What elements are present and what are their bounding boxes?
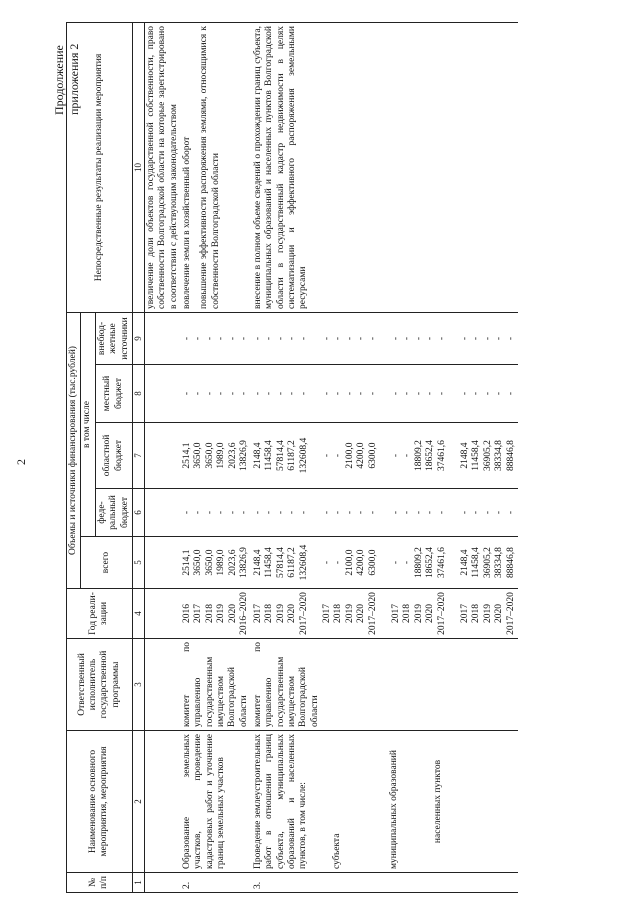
col-number: 9 [132,313,144,365]
column-numbers-row [132,23,144,893]
activity-name: Образование земельных участков, проведение кадастровых работ и уточнение границ земельных участков [181,731,252,873]
col-number: 2 [132,731,144,873]
header-including: в том числе [81,313,95,537]
sub-activity-settlements: населенных пунктов [432,759,443,844]
row-number: 3. [252,873,519,893]
extrabudget-values: - - - - - - [181,313,252,365]
col-number: 10 [132,23,144,313]
federal-values: - - - - - - - - - - - - - - - - - - - - [252,489,519,537]
responsible-executor: комитет по управлению государственным имуществом Волгоградской области [252,639,519,731]
extrabudget-values: - - - - - - - - - - - - - - - - - - - - [252,313,519,365]
regional-values: 2514,1 3650,0 3650,0 1989,0 2023,6 13826,9 [181,423,252,489]
table-row [144,23,181,893]
sub-activity-municipal: муниципальных образований [389,750,400,869]
col-number: 5 [132,537,144,589]
col-number: 7 [132,423,144,489]
header-federal: феде- ральный бюджет [95,489,132,537]
table-row [181,23,252,893]
appendix-label: Продолжение приложения 2 [52,43,81,115]
header-funding: Объемы и источники финансирования (тыс.рублей) [67,313,81,589]
header-local: местный бюджет [95,365,132,423]
funding-table [66,22,518,893]
federal-values: - - - - - - [181,489,252,537]
col-number: 3 [132,639,144,731]
sub-activity-subjects: субъекта [331,833,342,869]
regional-values: 2148,4 11458,4 57814,4 61187,2 132608,4 - - 2100,0 4200,0 6300,0 - - 18809,2 18652,4 37461,6 2148,4 11458,4 36905,2 38334,8 88846,8 [252,423,519,489]
row-number: 2. [181,873,252,893]
header-extrabudget: внебюд- жетные источники [95,313,132,365]
total-values: 2514,1 3650,0 3650,0 1989,0 2023,6 13826,9 [181,537,252,589]
header-regional: областной бюджет [95,423,132,489]
activity-name: Проведение землеустроительных работ в отношении границ субъекта, муниципальных образований и населенных пунктов, в том числе: субъекта муниципальных образований населенных пунктов [252,731,519,873]
col-number: 6 [132,489,144,537]
header-total: всего [81,537,133,589]
page-number: 2 [14,459,28,465]
result-text: увеличение доли объектов государственной собственности, право собственности Волгоградской области на которые зарегистрировано в соответствии с действующим законодательством [144,23,181,313]
years-list: 2017 2018 2019 2020 2017–2020 2017 2018 2019 2020 2017–2020 2017 2018 2019 2020 2017–2020 2017 2018 2019 2020 2017–2020 [252,589,519,639]
col-number: 8 [132,365,144,423]
result-text: вовлечение земли в хозяйственный оборот повышение эффективности распоряжения землями, относящимися к собственности Волгоградской области [181,23,252,313]
table-row [252,23,519,893]
col-number: 1 [132,873,144,893]
total-values: 2148,4 11458,4 57814,4 61187,2 132608,4 - - 2100,0 4200,0 6300,0 - - 18809,2 18652,4 37461,6 2148,4 11458,4 36905,2 38334,8 88846,8 [252,537,519,589]
col-number: 4 [132,589,144,639]
local-values: - - - - - - [181,365,252,423]
header-result: Непосредственные результаты реализации мероприятия [67,23,133,313]
local-values: - - - - - - - - - - - - - - - - - - - - [252,365,519,423]
responsible-executor: комитет по управлению государственным имуществом Волгоградской области [181,639,252,731]
header-responsible: Ответственный исполнитель государственной программы [67,639,133,731]
years-list: 2016 2017 2018 2019 2020 2016–2020 [181,589,252,639]
result-text: внесение в полном объеме сведений о прохождении границ субъекта, муниципальных образований и населенных пунктов Волгоградской области в государственный кадастр недвижимости в целях систематизации и эффективного распоряжения земельными ресурсами [252,23,519,313]
header-num: № п/п [67,873,133,893]
header-name: Наименование основного мероприятия, мероприятия [67,731,133,873]
header-year: Год реали- зации [67,589,133,639]
